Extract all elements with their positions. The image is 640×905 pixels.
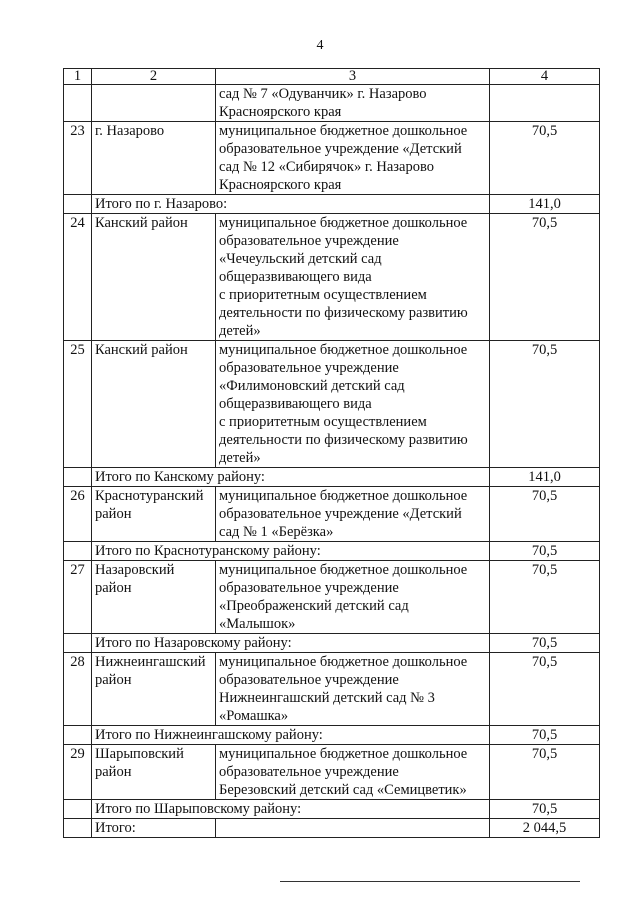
district-cell: Краснотуранский район [92, 487, 216, 542]
subtotal-label: Итого по Канскому району: [92, 468, 490, 487]
row-number: 28 [64, 653, 92, 726]
subtotal-row [64, 634, 600, 653]
subtotal-row [64, 468, 600, 487]
page-number: 4 [316, 38, 324, 53]
header-cell-3: 3 [216, 69, 490, 85]
subtotal-label: Итого по г. Назарово: [92, 195, 490, 214]
header-cell-4: 4 [490, 69, 600, 85]
amount-cell: 70,5 [490, 653, 600, 726]
institution-cell: муниципальное бюджетное дошкольное образовательное учреждение «Преображенский детский сад «Малышок» [216, 561, 490, 634]
district-cell: Канский район [92, 214, 216, 341]
subtotal-value: 141,0 [490, 195, 600, 214]
bottom-rule [280, 881, 580, 882]
row-number: 25 [64, 341, 92, 468]
row-number: 26 [64, 487, 92, 542]
grand-total-row [64, 819, 600, 838]
subtotal-value: 70,5 [490, 726, 600, 745]
institution-cell: муниципальное бюджетное дошкольное образовательное учреждение «Детский сад № 12 «Сибирячок» г. Назарово Красноярского края [216, 122, 490, 195]
row-number: 27 [64, 561, 92, 634]
subtotal-value: 70,5 [490, 634, 600, 653]
institution-cell: муниципальное бюджетное дошкольное образовательное учреждение «Детский сад № 1 «Берёзка» [216, 487, 490, 542]
district-cell: г. Назарово [92, 122, 216, 195]
row-number: 23 [64, 122, 92, 195]
institution-cell: муниципальное бюджетное дошкольное образовательное учреждение «Филимоновский детский сад общеразвивающего вида с приоритетным осуществлением деятельности по физическому развитию детей» [216, 341, 490, 468]
subtotal-label: Итого по Нижнеингашскому району: [92, 726, 490, 745]
subtotal-label: Итого по Шарыповскому району: [92, 800, 490, 819]
table-row [64, 214, 600, 341]
subtotal-row [64, 726, 600, 745]
district-cell: Нижнеингашский район [92, 653, 216, 726]
table-row [64, 561, 600, 634]
header-row [64, 69, 600, 85]
institution-cell: муниципальное бюджетное дошкольное образовательное учреждение Березовский детский сад «Семицветик» [216, 745, 490, 800]
table-row [64, 341, 600, 468]
table-row [64, 487, 600, 542]
amount-cell: 70,5 [490, 745, 600, 800]
district-cell: Канский район [92, 341, 216, 468]
allocation-table [63, 68, 600, 838]
institution-cell: муниципальное бюджетное дошкольное образовательное учреждение «Чечеульский детский сад общеразвивающего вида с приоритетным осуществлением деятельности по физическому развитию детей» [216, 214, 490, 341]
subtotal-value: 70,5 [490, 800, 600, 819]
amount-cell: 70,5 [490, 561, 600, 634]
subtotal-label: Итого по Краснотуранскому району: [92, 542, 490, 561]
amount-cell: 70,5 [490, 487, 600, 542]
table-row [64, 653, 600, 726]
amount-cell: 70,5 [490, 341, 600, 468]
grand-total-label: Итого: [92, 819, 216, 838]
subtotal-row [64, 195, 600, 214]
subtotal-row [64, 542, 600, 561]
amount-cell: 70,5 [490, 122, 600, 195]
subtotal-row [64, 800, 600, 819]
subtotal-value: 141,0 [490, 468, 600, 487]
subtotal-label: Итого по Назаровскому району: [92, 634, 490, 653]
subtotal-value: 70,5 [490, 542, 600, 561]
header-cell-1: 1 [64, 69, 92, 85]
header-cell-2: 2 [92, 69, 216, 85]
district-cell: Назаровский район [92, 561, 216, 634]
row-number: 29 [64, 745, 92, 800]
table-row [64, 122, 600, 195]
table-row [64, 745, 600, 800]
district-cell: Шарыповский район [92, 745, 216, 800]
grand-total-value: 2 044,5 [490, 819, 600, 838]
amount-cell: 70,5 [490, 214, 600, 341]
institution-cell: сад № 7 «Одуванчик» г. Назарово Красноярского края [216, 85, 490, 122]
institution-cell: муниципальное бюджетное дошкольное образовательное учреждение Нижнеингашский детский сад № 3 «Ромашка» [216, 653, 490, 726]
row-number: 24 [64, 214, 92, 341]
table-row-continuation [64, 85, 600, 122]
